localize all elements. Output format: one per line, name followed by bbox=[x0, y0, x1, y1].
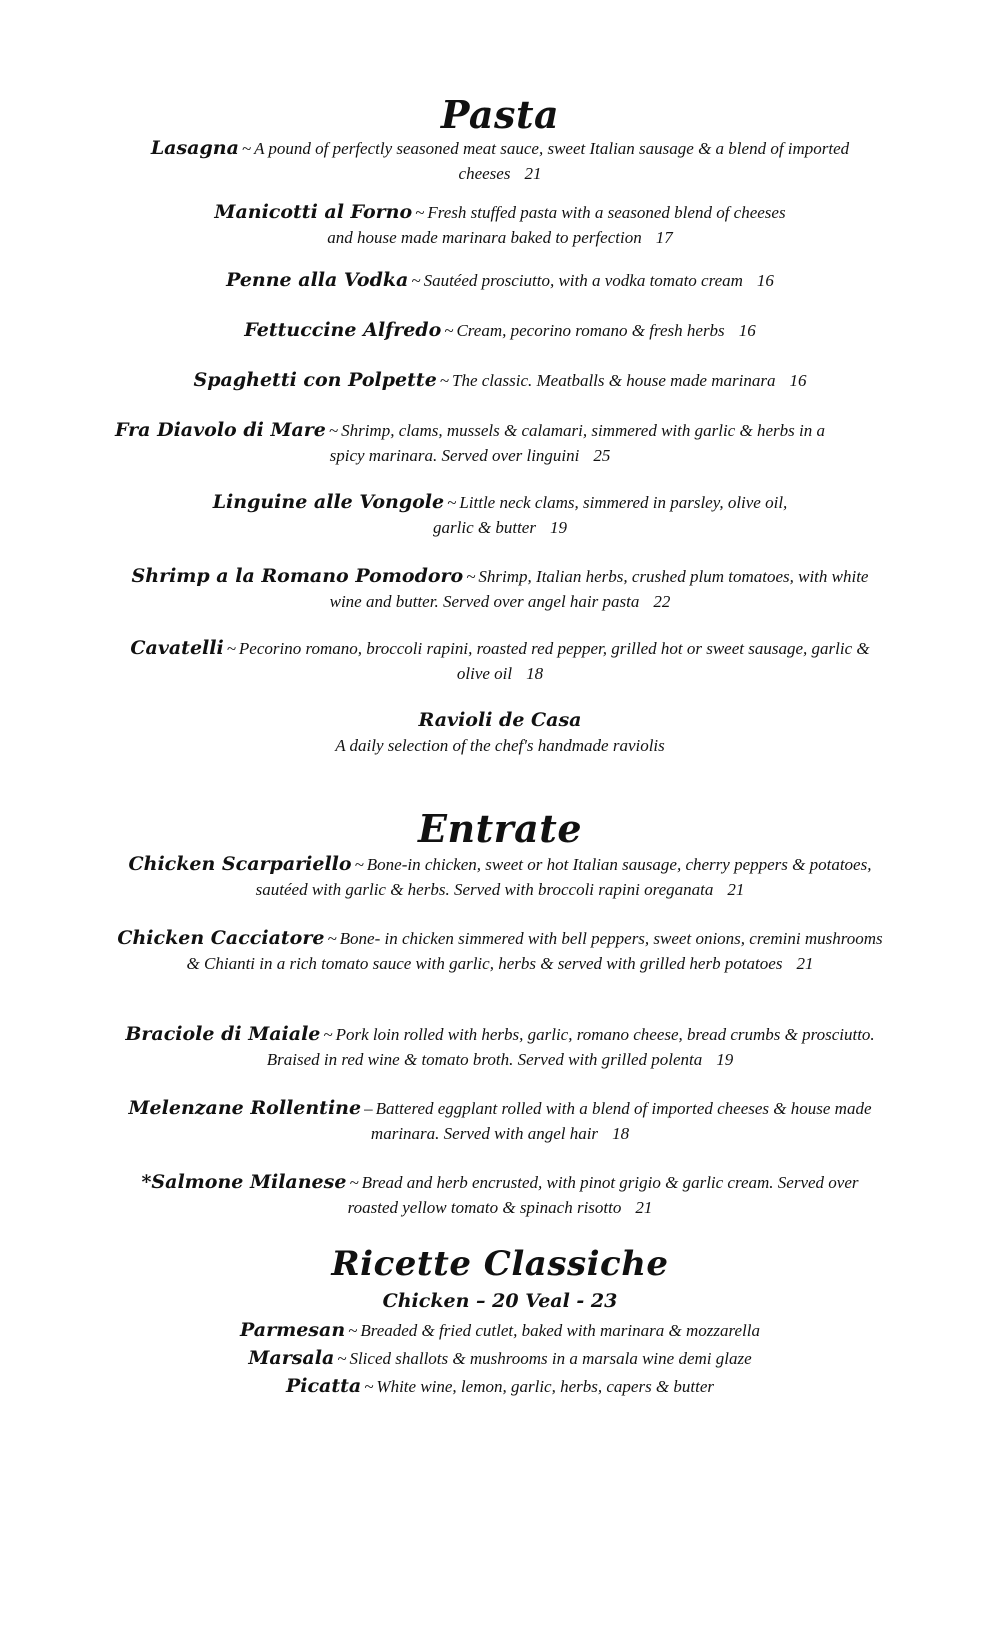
item-name: Lasagna bbox=[150, 137, 239, 159]
item-name: Spaghetti con Polpette bbox=[193, 369, 437, 391]
item-separator: ~ bbox=[328, 421, 339, 440]
item-name: Chicken Cacciatore bbox=[117, 927, 325, 949]
menu-item-cavatelli bbox=[118, 636, 882, 686]
item-description: Sliced shallots & mushrooms in a marsala wine demi glaze bbox=[349, 1349, 752, 1368]
item-price: 22 bbox=[653, 592, 671, 611]
item-price: 19 bbox=[549, 518, 567, 537]
item-description: Pecorino romano, broccoli rapini, roasted red pepper, grilled hot or sweet sausage, garlic & olive oil bbox=[238, 639, 870, 683]
item-price: 18 bbox=[526, 664, 544, 683]
item-separator: ~ bbox=[439, 371, 449, 390]
pasta-section-title: Pasta bbox=[440, 92, 560, 137]
item-price: 16 bbox=[789, 371, 807, 390]
item-price: 21 bbox=[524, 164, 542, 183]
menu-item-parmesan bbox=[110, 1318, 890, 1343]
item-separator: ~ bbox=[447, 493, 457, 512]
item-separator: – bbox=[364, 1099, 373, 1118]
item-name: Shrimp a la Romano Pomodoro bbox=[131, 565, 464, 587]
item-name: Fra Diavolo di Mare bbox=[115, 419, 326, 441]
item-separator: ~ bbox=[337, 1349, 347, 1368]
item-name: *Salmone Milanese bbox=[141, 1171, 347, 1193]
item-description: White wine, lemon, garlic, herbs, capers & butter bbox=[376, 1377, 715, 1396]
item-name: Picatta bbox=[285, 1375, 362, 1397]
item-name: Cavatelli bbox=[130, 637, 224, 659]
menu-item-fettuccine bbox=[110, 318, 890, 343]
menu-item-melenzane bbox=[125, 1096, 875, 1146]
menu-item-lasagna bbox=[130, 136, 870, 186]
item-price: 16 bbox=[756, 271, 774, 290]
item-description: Fresh stuffed pasta with a seasoned blend of cheeses and house made marinara baked to perfection bbox=[327, 203, 786, 247]
item-description: Little neck clams, simmered in parsley, olive oil, garlic & butter bbox=[433, 493, 788, 537]
item-name: Linguine alle Vongole bbox=[212, 491, 445, 513]
menu-item-salmone bbox=[140, 1170, 860, 1220]
menu-item-picatta bbox=[110, 1374, 890, 1399]
item-description: The classic. Meatballs & house made marinara bbox=[452, 371, 776, 390]
item-separator: ~ bbox=[444, 321, 454, 340]
item-description: Sautéed prosciutto, with a vodka tomato cream bbox=[423, 271, 743, 290]
item-separator: ~ bbox=[354, 855, 364, 874]
entrate-section-title: Entrate bbox=[417, 806, 583, 851]
item-description: Bone-in chicken, sweet or hot Italian sausage, cherry peppers & potatoes, sautéed with garlic & herbs. Served with broccoli rapini oreganata bbox=[255, 855, 872, 899]
menu-item-braciole bbox=[118, 1022, 882, 1072]
item-separator: ~ bbox=[364, 1377, 374, 1396]
menu-item-chicken-cacciatore bbox=[115, 926, 885, 976]
item-name: Braciole di Maiale bbox=[125, 1023, 321, 1045]
item-description: Battered eggplant rolled with a blend of imported cheeses & house made marinara. Served with angel hair bbox=[370, 1099, 872, 1143]
item-separator: ~ bbox=[349, 1173, 359, 1192]
item-separator: ~ bbox=[415, 203, 425, 222]
item-description: Bone- in chicken simmered with bell peppers, sweet onions, cremini mushrooms & Chianti in a rich tomato sauce with garlic, herbs & served with grilled herb potatoes bbox=[186, 929, 883, 973]
item-price: 16 bbox=[738, 321, 756, 340]
item-price: 25 bbox=[593, 446, 611, 465]
item-price: 21 bbox=[796, 954, 814, 973]
item-name: Marsala bbox=[248, 1347, 335, 1369]
item-description: Breaded & fried cutlet, baked with marinara & mozzarella bbox=[360, 1321, 760, 1340]
item-name: Ravioli de Casa bbox=[418, 709, 582, 731]
item-price: 17 bbox=[655, 228, 673, 247]
item-description: Shrimp, clams, mussels & calamari, simmered with garlic & herbs in a spicy marinara. Served over linguini bbox=[329, 421, 825, 465]
item-price: 18 bbox=[612, 1124, 630, 1143]
item-price: 21 bbox=[635, 1198, 653, 1217]
item-separator: ~ bbox=[466, 567, 476, 586]
item-separator: ~ bbox=[411, 271, 421, 290]
item-separator: ~ bbox=[348, 1321, 358, 1340]
item-separator: ~ bbox=[241, 139, 252, 158]
item-name: Fettuccine Alfredo bbox=[244, 319, 442, 341]
classiche-price-line: Chicken – 20 Veal - 23 bbox=[382, 1290, 618, 1312]
item-description: Bread and herb encrusted, with pinot grigio & garlic cream. Served over roasted yellow tomato & spinach risotto bbox=[347, 1173, 859, 1217]
item-name: Penne alla Vodka bbox=[226, 269, 409, 291]
item-description: A pound of perfectly seasoned meat sauce, sweet Italian sausage & a blend of imported cheeses bbox=[254, 139, 850, 183]
item-separator: ~ bbox=[327, 929, 337, 948]
item-separator: ~ bbox=[226, 639, 236, 658]
classiche-section-title: Ricette Classiche bbox=[331, 1244, 669, 1284]
item-description: Cream, pecorino romano & fresh herbs bbox=[456, 321, 725, 340]
menu-item-marsala bbox=[110, 1346, 890, 1371]
menu-item-linguine bbox=[200, 490, 800, 540]
item-name: Chicken Scarpariello bbox=[128, 853, 352, 875]
item-separator: ~ bbox=[323, 1025, 333, 1044]
item-name: Manicotti al Forno bbox=[214, 201, 413, 223]
item-name: Melenzane Rollentine bbox=[128, 1097, 362, 1119]
menu-item-fra-diavolo bbox=[110, 418, 830, 468]
menu-item-shrimp-romano bbox=[130, 564, 870, 614]
menu-item-chicken-scarpariello bbox=[125, 852, 875, 902]
item-description: A daily selection of the chef's handmade raviolis bbox=[335, 736, 665, 755]
menu-item-ravioli bbox=[200, 708, 800, 758]
menu-item-manicotti bbox=[210, 200, 790, 250]
menu-item-penne-vodka bbox=[110, 268, 890, 293]
item-name: Parmesan bbox=[240, 1319, 346, 1341]
item-description: Pork loin rolled with herbs, garlic, romano cheese, bread crumbs & prosciutto. Braised in red wine & tomato broth. Served with grilled polenta bbox=[266, 1025, 875, 1069]
item-description: Shrimp, Italian herbs, crushed plum tomatoes, with white wine and butter. Served over angel hair pasta bbox=[329, 567, 869, 611]
item-price: 19 bbox=[716, 1050, 734, 1069]
menu-item-spaghetti bbox=[110, 368, 890, 393]
item-price: 21 bbox=[727, 880, 745, 899]
